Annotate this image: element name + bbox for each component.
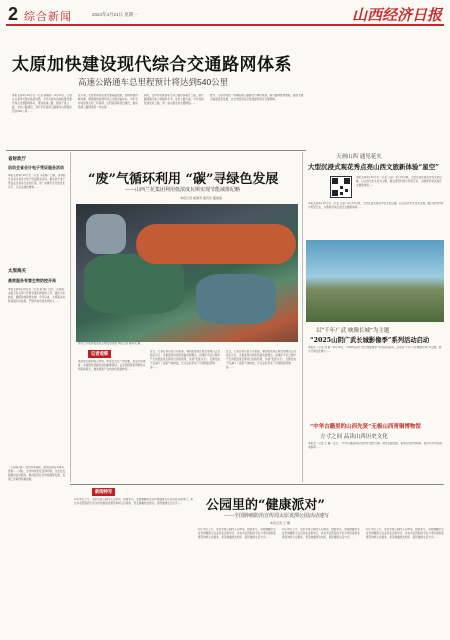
feature-photo [76, 204, 298, 342]
bottom-text-3: 4月19日上午，太原龙潭公园内人头攒动，热闹非凡。全国肿瘤防治宣传周健康义诊活动在这里举行，来自多家医院的专家为市民提供免费咨询和义诊服务，普及肿瘤防治知识，倡导健康生活方式…… [282, 528, 360, 540]
left-title-1: 启动全省会计电子凭证服务活动 [8, 165, 64, 170]
lead-subtitle: 高速公路通车总里程预计将达到540公里 [78, 77, 229, 87]
right-title: 大型沉浸式观花秀点亮山西文旅新体验“星空” [308, 163, 439, 171]
feature-title: “废”气循环利用 “碳”寻绿色发展 [88, 172, 279, 187]
right-item2-title: “中华古籍里的山西先贤”无极山西青铜博物馆 [310, 424, 421, 430]
bottom-tag: 新闻特写 [92, 488, 115, 496]
bottom-title: 公园里的“健康派对” [206, 498, 325, 513]
bottom-subtitle: ——全国肿瘤防治宣传周太原龙潭公园活动速写 [224, 513, 330, 519]
bottom-text-4: 4月19日上午，太原龙潭公园内人头攒动，热闹非凡。全国肿瘤防治宣传周健康义诊活动在这里举行，来自多家医院的专家为市民提供免费咨询和义诊服务，普及肿瘤防治知识，倡导健康生活方式…… [366, 528, 444, 540]
bottom-rule [70, 484, 444, 485]
lead-rule [6, 150, 306, 151]
left-text-3: （上接第1版）进行改革创新，推动各项任务落实落地……同时，全市持续优化营商环境，为企业发展提供良好服务，推动经济社会持续健康发展，各项工作取得积极成效。 [8, 466, 66, 482]
right-item-text: 本报讯（记者 刘 霞）4月18日，“2025山阴广武长城影像季”系列活动启动，活动以“千年广武 映像长城”为主题，展示长城文化魅力…… [308, 346, 442, 354]
note-text: 低浓度瓦斯的综合利用，既是安全生产的需要，也是节能减排、实现绿色低碳发展的重要途径。企业积极探索资源综合利用新模式，推动煤炭产业向绿色低碳转型…… [78, 360, 146, 372]
lead-col-1: 本报太原4月20日讯（记者 郝瑞霞）4月20日，记者从太原市交通运输局获悉，今年太原市将加快建设现代综合交通路网体系，推进高速公路、国省干线公路、农村公路建设，预计全年高速公路通车总里程将达到540公里…… [12, 94, 73, 114]
bottom-text-1: 4月19日上午，太原龙潭公园内人头攒动，热闹非凡。全国肿瘤防治宣传周健康义诊活动在这里举行，来自多家医院的专家为市民提供免费咨询和义诊服务，普及肿瘤防治知识，倡导健康生活方式…… [74, 498, 194, 506]
right-item2-subtitle: 方寸之间 品读山西历史文化 [320, 434, 388, 440]
left-section-2: 太原海关 [8, 268, 26, 273]
lead-col-3: 同时，全市将实施国省干线公路改造提升工程，提升路网通行能力和服务水平。农村公路方面，今年将新改建农村公路，进一步完善农村交通网络…… [144, 94, 204, 106]
masthead-logo: 山西经济日报 [351, 6, 442, 24]
feature-body-a: 近日，记者走进山西兰花集团，看到低浓度瓦斯发电项目正在稳定运行。该集团坚持绿色低碳发展理念，将煤矿开采过程中产生的低浓度瓦斯进行回收利用，实现“变废为宝”。瓦斯发电不仅减少了温室气体排放，还为企业带来了可观的经济效益…… [150, 350, 221, 370]
section-name: 综合新闻 [24, 11, 72, 23]
lead-col-4: 此外，太原市将统一协调高速公路建设与城市规划，提升路网整体效能，推动交通运输高质量发展，为全市经济社会发展提供坚实交通保障。 [210, 94, 304, 102]
right-text-1b: 本报太原4月20日讯（记者 王丽）4月19日晚，大型沉浸式观花秀在太原启幕，以山西历史文化为主题，融合现代科技与传统艺术，为游客带来沉浸式文旅新体验…… [308, 202, 444, 210]
right-text-1: 本报太原4月20日讯（记者 王丽）4月19日晚，大型沉浸式观花秀在太原启幕，以山西历史文化为主题，融合现代科技与传统艺术，为游客带来沉浸式文旅新体验…… [356, 176, 442, 188]
feature-body-b: 近日，记者走进山西兰花集团，看到低浓度瓦斯发电项目正在稳定运行。该集团坚持绿色低碳发展理念，将煤矿开采过程中产生的低浓度瓦斯进行回收利用，实现“变废为宝”。瓦斯发电不仅减少了温室气体排放，还为企业带来了可观的经济效益…… [226, 350, 297, 370]
bottom-byline: 本报记者 王 娜 [270, 521, 290, 525]
left-section-1: 省财政厅 [8, 156, 26, 161]
left-title-2: 高效服务有害生物防控开局 [8, 278, 56, 283]
page-number: 2 [8, 4, 19, 24]
column-divider-right [302, 152, 303, 482]
photo-credit: 图为兰花集团低浓度瓦斯发电机组 本报记者 崔海英 摄 [78, 342, 141, 345]
feature-byline: 本报记者 崔海英 通讯员 董丽丽 [180, 196, 222, 200]
right-item-title: “2025山阴广武长城影像季”系列活动启动 [310, 337, 430, 344]
date-line: 2024年4月21日 星期一 [92, 12, 138, 17]
right-photo [306, 240, 444, 322]
right-item2-text: 本报讯（记者 王 鑫）近日，“中华古籍里的山西先贤”展览开幕，展出古籍文献，讲述山西先贤故事，吸引众多市民前来参观…… [308, 442, 442, 450]
header-rule [6, 24, 444, 26]
right-kicker: 天画山西 通见花火 [336, 154, 382, 160]
column-divider-left [70, 152, 71, 482]
bottom-text-2: 4月19日上午，太原龙潭公园内人头攒动，热闹非凡。全国肿瘤防治宣传周健康义诊活动在这里举行，来自多家医院的专家为市民提供免费咨询和义诊服务，普及肿瘤防治知识，倡导健康生活方式…… [198, 528, 276, 540]
left-text-1: 本报太原4月20日讯（记者 马永刚）日前，省财政厅启动全省会计电子凭证服务活动，推动会计电子凭证在全省各行业的应用，进一步提升会计信息化水平，为企业减负增效…… [8, 174, 66, 190]
feature-subtitle: ——山西兰花集团利用低浓度瓦斯实现节能减排纪略 [125, 187, 241, 193]
lead-col-2: 近年来，太原市持续完善交通基础设施，加快构建内畅外联、便捷高效的现代综合交通运输体系。今年全市将加快太原二环高速、太阳高速等项目建设，推动高速公路网络进一步完善…… [78, 94, 138, 110]
left-text-2: 本报太原4月20日讯（记者 赵 瑞）近日，太原海关联合有关部门开展有害生物防控工作，强化口岸检疫，确保防控取得实效。今年以来，太原海关持续加强口岸监管，严防外来有害生物传入…… [8, 288, 66, 304]
right-item-kicker: 以“千年广武 映像长城”为主题 [316, 328, 390, 334]
qr-code-icon [330, 176, 352, 198]
lead-title: 太原加快建设现代综合交通路网体系 [12, 55, 292, 74]
note-label: 记者观察 [88, 350, 111, 358]
